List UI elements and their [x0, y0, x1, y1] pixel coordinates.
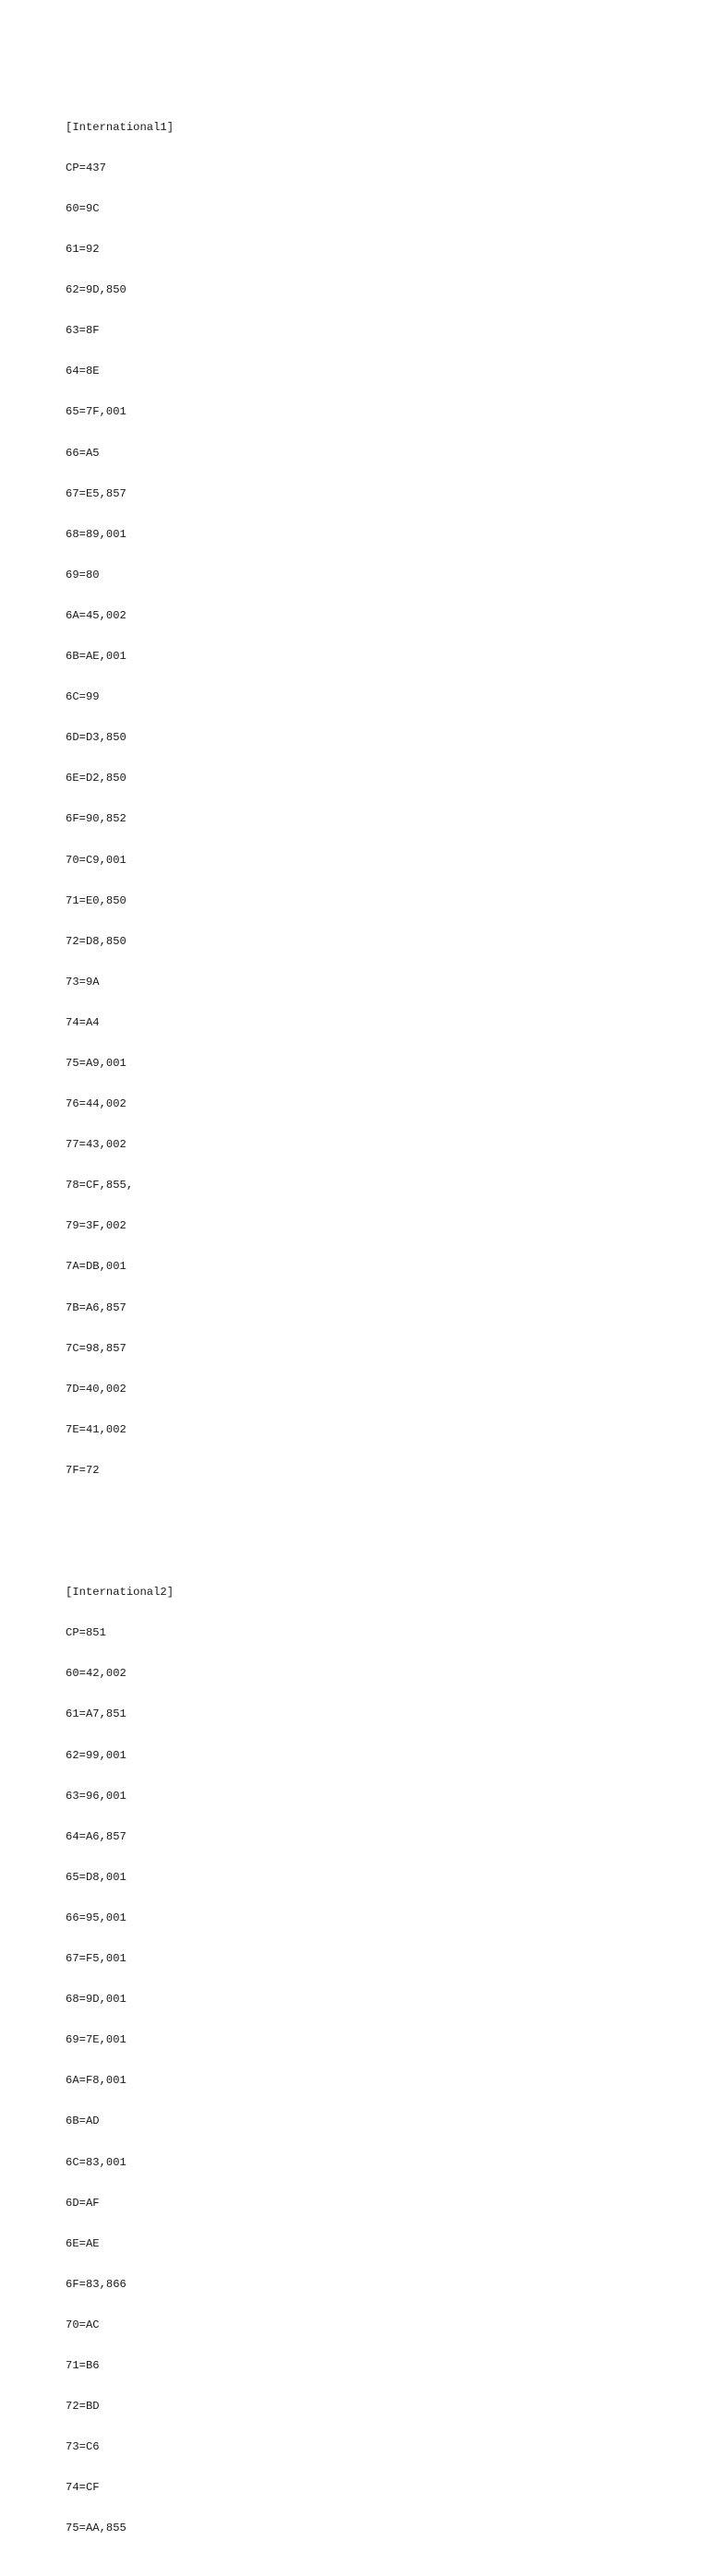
section-header: [International2]	[66, 1586, 174, 1600]
mapping-line: 62=99,001	[66, 1748, 126, 1762]
mapping-line: 76=44,002	[66, 1097, 126, 1111]
mapping-line: 74=A4	[66, 1015, 100, 1029]
mapping-line: 68=89,001	[66, 527, 126, 541]
mapping-line: 75=A9,001	[66, 1056, 126, 1070]
mapping-line: CP=851	[66, 1626, 106, 1640]
mapping-line: 6D=AF	[66, 2196, 100, 2210]
mapping-line: 7E=41,002	[66, 1422, 126, 1436]
mapping-line: 6F=83,866	[66, 2277, 126, 2291]
mapping-line: 6C=83,001	[66, 2155, 126, 2169]
mapping-line: 69=80	[66, 568, 100, 581]
mapping-line: 6B=AD	[66, 2115, 100, 2128]
mapping-line: 7D=40,002	[66, 1382, 126, 1396]
section-header: [International1]	[66, 120, 174, 134]
mapping-line: 7B=A6,857	[66, 1300, 126, 1314]
mapping-line: 6B=AE,001	[66, 650, 126, 664]
mapping-line: 65=7F,001	[66, 405, 126, 419]
mapping-line: 66=A5	[66, 446, 100, 460]
mapping-line: 69=7E,001	[66, 2033, 126, 2047]
mapping-line: 70=AC	[66, 2318, 100, 2331]
mapping-line: 71=E0,850	[66, 893, 126, 907]
mapping-line: CP=437	[66, 161, 106, 174]
mapping-line: 70=C9,001	[66, 853, 126, 867]
mapping-line: 7A=DB,001	[66, 1260, 126, 1274]
mapping-line: 7F=72	[66, 1463, 100, 1477]
mapping-line: 63=8F	[66, 324, 100, 338]
mapping-line: 79=3F,002	[66, 1219, 126, 1233]
mapping-line: 67=F5,001	[66, 1952, 126, 1966]
document-body	[66, 66, 174, 2576]
mapping-line: 64=8E	[66, 365, 100, 378]
mapping-line: 6E=AE	[66, 2236, 100, 2250]
mapping-line: 71=B6	[66, 2358, 100, 2372]
mapping-line: 60=42,002	[66, 1667, 126, 1681]
mapping-line: 73=9A	[66, 975, 100, 988]
mapping-line: 63=96,001	[66, 1789, 126, 1803]
mapping-line: 6C=99	[66, 690, 100, 704]
mapping-line: 6D=D3,850	[66, 731, 126, 745]
mapping-line: 64=A6,857	[66, 1829, 126, 1843]
mapping-line: 77=43,002	[66, 1138, 126, 1152]
mapping-line: 72=BD	[66, 2400, 100, 2414]
mapping-line: 6E=D2,850	[66, 772, 126, 785]
mapping-line: 72=D8,850	[66, 934, 126, 948]
mapping-line: 74=CF	[66, 2481, 100, 2495]
mapping-line: 73=C6	[66, 2440, 100, 2454]
mapping-line: 62=9D,850	[66, 283, 126, 297]
mapping-line: 67=E5,857	[66, 486, 126, 500]
mapping-line: 7C=98,857	[66, 1341, 126, 1355]
mapping-line: 68=9D,001	[66, 1993, 126, 2007]
section-international2	[66, 1559, 174, 2563]
mapping-line: 75=AA,855	[66, 2522, 126, 2535]
mapping-line: 6A=F8,001	[66, 2074, 126, 2088]
mapping-line: 66=95,001	[66, 1911, 126, 1924]
mapping-line: 78=CF,855,	[66, 1179, 134, 1192]
mapping-line: 61=A7,851	[66, 1707, 126, 1721]
section-international1	[66, 93, 174, 1504]
mapping-line: 61=92	[66, 243, 100, 257]
mapping-line: 6A=45,002	[66, 608, 126, 622]
mapping-line: 60=9C	[66, 202, 100, 215]
mapping-line: 6F=90,852	[66, 812, 126, 826]
mapping-line: 65=D8,001	[66, 1870, 126, 1884]
